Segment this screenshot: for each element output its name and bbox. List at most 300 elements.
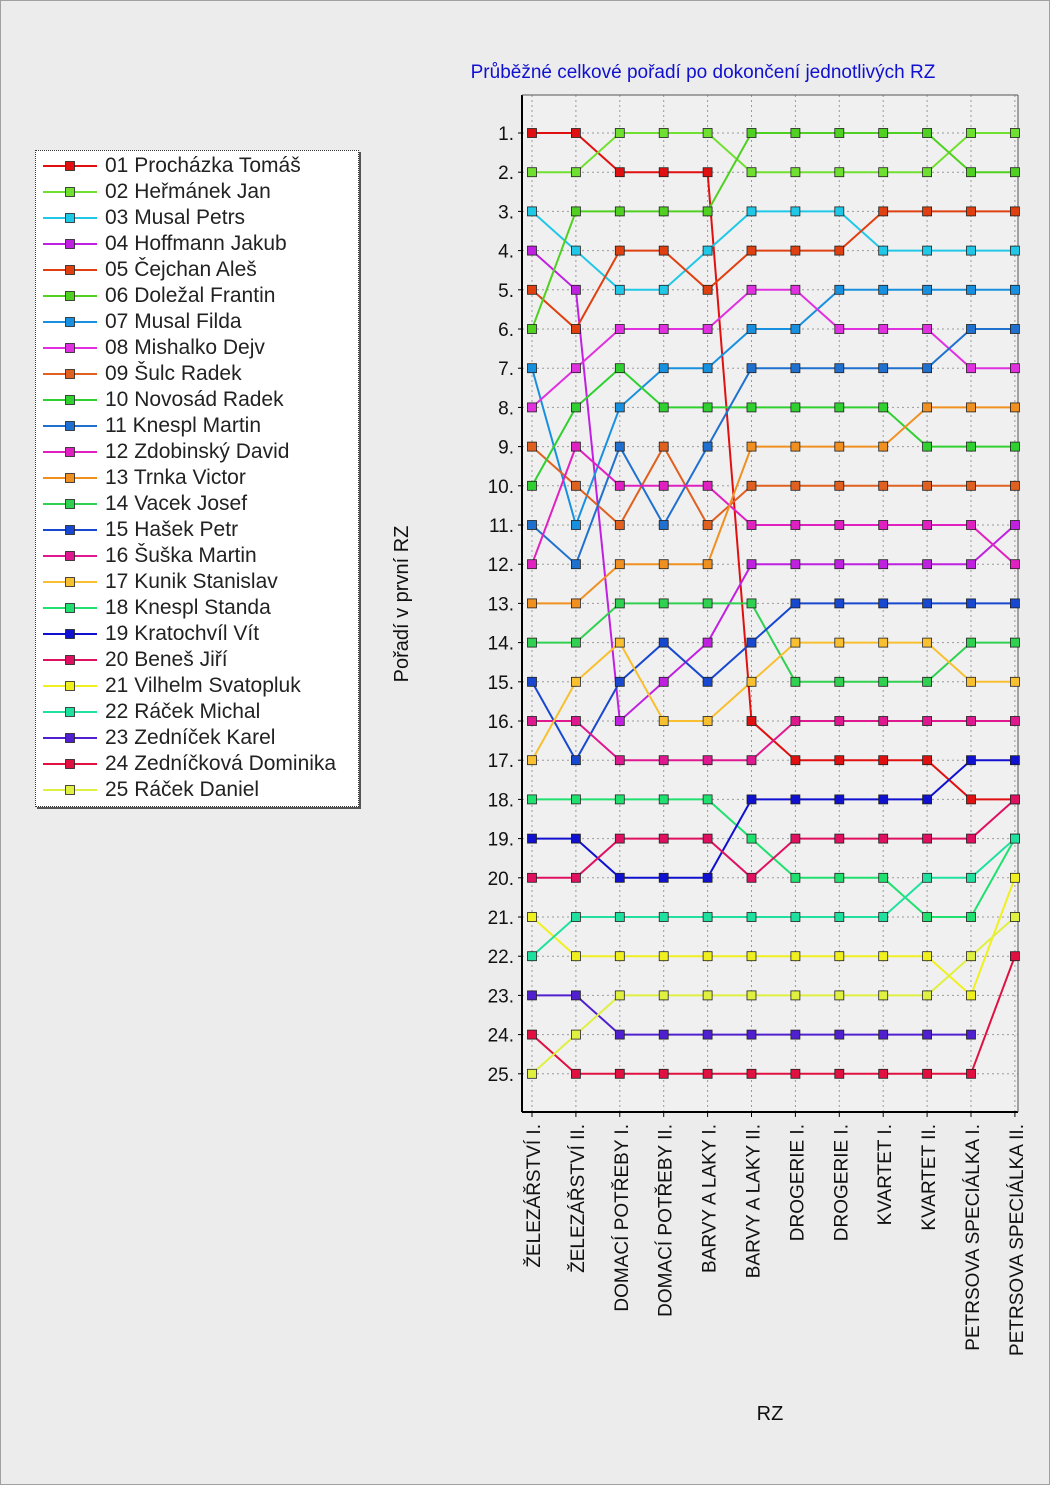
y-tick-label: 1.: [498, 124, 514, 145]
legend-swatch: [41, 209, 99, 227]
data-point: [1010, 756, 1019, 765]
data-point: [1010, 325, 1019, 334]
data-point: [659, 952, 668, 961]
y-tick-label: 15.: [487, 672, 514, 694]
data-point: [879, 677, 888, 686]
data-point: [835, 1030, 844, 1039]
data-point: [967, 246, 976, 255]
data-point: [747, 873, 756, 882]
legend-item: [41, 205, 359, 231]
data-point: [528, 481, 537, 490]
data-point: [615, 638, 624, 647]
data-point: [835, 638, 844, 647]
data-point: [571, 873, 580, 882]
legend-swatch-marker: [66, 786, 75, 795]
data-point: [615, 913, 624, 922]
legend-label: 05 Čejchan Aleš: [105, 258, 257, 281]
y-tick-label: 5.: [498, 280, 514, 302]
data-point: [747, 364, 756, 373]
data-point: [528, 913, 537, 922]
data-point: [571, 599, 580, 608]
legend-label: 13 Trnka Victor: [105, 466, 246, 489]
data-point: [791, 442, 800, 451]
data-point: [923, 129, 932, 138]
legend-swatch: [41, 313, 99, 331]
data-point: [1010, 403, 1019, 412]
data-point: [659, 677, 668, 686]
x-tick-label: DROGERIE I.: [831, 1124, 853, 1242]
legend-label: 14 Vacek Josef: [105, 492, 248, 515]
y-tick-label: 21.: [487, 908, 514, 929]
data-point: [747, 599, 756, 608]
legend-swatch: [41, 599, 99, 617]
data-point: [879, 168, 888, 177]
legend-swatch: [41, 417, 99, 435]
data-point: [703, 1069, 712, 1078]
data-point: [528, 1069, 537, 1078]
data-point: [791, 285, 800, 294]
data-point: [571, 717, 580, 726]
data-point: [835, 285, 844, 294]
legend-swatch: [41, 339, 99, 357]
data-point: [659, 638, 668, 647]
data-point: [703, 168, 712, 177]
data-point: [879, 442, 888, 451]
data-point: [1010, 795, 1019, 804]
data-point: [923, 756, 932, 765]
data-point: [967, 325, 976, 334]
data-point: [659, 717, 668, 726]
data-point: [615, 677, 624, 686]
data-point: [528, 246, 537, 255]
data-point: [967, 834, 976, 843]
data-point: [879, 364, 888, 373]
legend-swatch-marker: [66, 734, 75, 743]
legend-item: [41, 153, 359, 179]
data-point: [615, 168, 624, 177]
legend-swatch-marker: [66, 578, 75, 587]
legend-swatch-marker: [66, 448, 75, 457]
data-point: [967, 207, 976, 216]
data-point: [791, 325, 800, 334]
data-point: [571, 913, 580, 922]
data-point: [791, 364, 800, 373]
legend-swatch: [41, 677, 99, 695]
data-point: [1010, 599, 1019, 608]
data-point: [835, 834, 844, 843]
data-point: [659, 168, 668, 177]
data-point: [571, 952, 580, 961]
data-point: [659, 129, 668, 138]
legend-swatch-marker: [66, 500, 75, 509]
data-point: [835, 873, 844, 882]
data-point: [923, 1069, 932, 1078]
data-point: [879, 560, 888, 569]
data-point: [747, 325, 756, 334]
legend-item: [41, 517, 359, 543]
data-point: [835, 403, 844, 412]
data-point: [747, 129, 756, 138]
legend-swatch: [41, 547, 99, 565]
data-point: [703, 717, 712, 726]
x-tick-label: PETRSOVA SPECIÁLKA II.: [1006, 1124, 1028, 1356]
data-point: [835, 481, 844, 490]
legend-swatch-marker: [66, 422, 75, 431]
data-point: [615, 599, 624, 608]
x-axis-label: RZ: [756, 1403, 784, 1425]
data-point: [659, 285, 668, 294]
data-point: [879, 638, 888, 647]
data-point: [528, 129, 537, 138]
data-point: [791, 481, 800, 490]
data-point: [923, 1030, 932, 1039]
data-point: [835, 325, 844, 334]
y-tick-label: 25.: [487, 1064, 514, 1086]
legend-swatch: [41, 391, 99, 409]
data-point: [923, 991, 932, 1000]
data-point: [615, 403, 624, 412]
data-point: [528, 403, 537, 412]
data-point: [747, 834, 756, 843]
data-point: [615, 285, 624, 294]
data-point: [615, 1069, 624, 1078]
legend-item: [41, 673, 359, 699]
data-point: [747, 285, 756, 294]
data-point: [528, 717, 537, 726]
data-point: [703, 599, 712, 608]
data-point: [879, 521, 888, 530]
data-point: [615, 246, 624, 255]
data-point: [1010, 873, 1019, 882]
data-point: [703, 873, 712, 882]
data-point: [835, 207, 844, 216]
data-point: [528, 442, 537, 451]
x-tick-label: DROGERIE I.: [787, 1124, 809, 1242]
data-point: [571, 834, 580, 843]
data-point: [571, 129, 580, 138]
data-point: [923, 168, 932, 177]
data-point: [528, 364, 537, 373]
legend-item: [41, 335, 359, 361]
legend-item: [41, 595, 359, 621]
y-tick-label: 4.: [498, 241, 514, 263]
legend-label: 18 Knespl Standa: [105, 596, 271, 619]
data-point: [747, 521, 756, 530]
data-point: [1010, 364, 1019, 373]
data-point: [1010, 913, 1019, 922]
data-point: [791, 756, 800, 765]
data-point: [791, 403, 800, 412]
data-point: [923, 834, 932, 843]
data-point: [747, 168, 756, 177]
data-point: [923, 560, 932, 569]
data-point: [967, 756, 976, 765]
data-point: [571, 638, 580, 647]
data-point: [615, 129, 624, 138]
data-point: [923, 677, 932, 686]
data-point: [659, 599, 668, 608]
data-point: [923, 285, 932, 294]
data-point: [703, 403, 712, 412]
legend-item: [41, 725, 359, 751]
data-point: [571, 1030, 580, 1039]
legend-label: 25 Ráček Daniel: [105, 778, 260, 801]
data-point: [835, 560, 844, 569]
legend-label: 01 Procházka Tomáš: [105, 154, 301, 177]
data-point: [967, 168, 976, 177]
legend-swatch: [41, 287, 99, 305]
data-point: [747, 638, 756, 647]
data-point: [879, 599, 888, 608]
data-point: [615, 325, 624, 334]
legend-label: 20 Beneš Jiří: [105, 648, 228, 671]
data-point: [923, 442, 932, 451]
data-point: [571, 481, 580, 490]
legend-item: [41, 647, 359, 673]
data-point: [659, 481, 668, 490]
data-point: [703, 521, 712, 530]
data-point: [791, 207, 800, 216]
legend-swatch-marker: [66, 474, 75, 483]
data-point: [791, 795, 800, 804]
data-point: [659, 795, 668, 804]
data-point: [835, 677, 844, 686]
data-point: [1010, 717, 1019, 726]
legend-label: 12 Zdobinský David: [105, 440, 290, 463]
data-point: [879, 913, 888, 922]
data-point: [835, 991, 844, 1000]
legend-label: 11 Knespl Martin: [105, 414, 262, 437]
legend-label: 16 Šuška Martin: [105, 544, 257, 567]
data-point: [791, 521, 800, 530]
legend-item: [41, 361, 359, 387]
data-point: [703, 481, 712, 490]
y-tick-label: 11.: [488, 516, 514, 537]
legend-item: [41, 413, 359, 439]
data-point: [747, 795, 756, 804]
data-point: [615, 442, 624, 451]
data-point: [791, 952, 800, 961]
data-point: [835, 756, 844, 765]
x-tick-label: KVARTET I.: [875, 1124, 897, 1226]
data-point: [835, 795, 844, 804]
legend-swatch: [41, 365, 99, 383]
y-tick-label: 14.: [487, 633, 514, 655]
data-point: [615, 991, 624, 1000]
data-point: [571, 168, 580, 177]
legend-item: [41, 231, 359, 257]
data-point: [571, 521, 580, 530]
data-point: [659, 756, 668, 765]
legend-swatch: [41, 183, 99, 201]
data-point: [967, 991, 976, 1000]
data-point: [528, 560, 537, 569]
data-point: [615, 207, 624, 216]
data-point: [659, 1030, 668, 1039]
data-point: [571, 207, 580, 216]
legend-swatch-marker: [66, 526, 75, 535]
data-point: [659, 207, 668, 216]
data-point: [659, 1069, 668, 1078]
legend-swatch-marker: [66, 318, 75, 327]
data-point: [879, 795, 888, 804]
legend-item: [41, 569, 359, 595]
data-point: [747, 717, 756, 726]
y-tick-label: 17.: [487, 751, 514, 773]
legend-swatch: [41, 625, 99, 643]
data-point: [791, 1069, 800, 1078]
data-point: [703, 1030, 712, 1039]
legend-swatch-marker: [66, 214, 75, 223]
x-tick-label: DOMACÍ POTŘEBY II.: [655, 1124, 677, 1317]
data-point: [879, 834, 888, 843]
y-tick-label: 8.: [498, 398, 514, 420]
data-point: [835, 717, 844, 726]
data-point: [791, 873, 800, 882]
legend-label: 08 Mishalko Dejv: [105, 336, 265, 359]
data-point: [967, 1069, 976, 1078]
data-point: [528, 638, 537, 647]
data-point: [879, 207, 888, 216]
data-point: [659, 246, 668, 255]
data-point: [967, 677, 976, 686]
data-point: [659, 403, 668, 412]
y-tick-label: 10.: [487, 476, 514, 498]
data-point: [1010, 246, 1019, 255]
legend-swatch-marker: [66, 760, 75, 769]
legend-label: 17 Kunik Stanislav: [105, 570, 278, 593]
y-tick-label: 24.: [487, 1025, 514, 1047]
data-point: [923, 952, 932, 961]
data-point: [1010, 442, 1019, 451]
legend-swatch: [41, 781, 99, 799]
legend-label: 19 Kratochvíl Vít: [105, 622, 260, 645]
data-point: [923, 207, 932, 216]
legend-label: 15 Hašek Petr: [105, 518, 239, 541]
data-point: [879, 717, 888, 726]
data-point: [747, 756, 756, 765]
data-point: [703, 560, 712, 569]
data-point: [659, 442, 668, 451]
y-tick-label: 22.: [487, 947, 514, 969]
data-point: [528, 795, 537, 804]
data-point: [923, 717, 932, 726]
data-point: [791, 560, 800, 569]
legend-swatch-marker: [66, 162, 75, 171]
data-point: [703, 638, 712, 647]
legend-swatch: [41, 235, 99, 253]
y-tick-label: 23.: [487, 986, 514, 1008]
data-point: [659, 364, 668, 373]
data-point: [747, 991, 756, 1000]
data-point: [791, 599, 800, 608]
y-tick-label: 6.: [498, 320, 514, 341]
data-point: [571, 285, 580, 294]
data-point: [1010, 129, 1019, 138]
data-point: [747, 442, 756, 451]
x-tick-label: KVARTET II.: [919, 1124, 941, 1231]
data-point: [615, 873, 624, 882]
legend-item: [41, 283, 359, 309]
data-point: [528, 168, 537, 177]
data-point: [571, 756, 580, 765]
y-tick-label: 20.: [487, 868, 514, 890]
data-point: [747, 1030, 756, 1039]
data-point: [879, 991, 888, 1000]
y-tick-label: 12.: [487, 555, 514, 577]
data-point: [571, 795, 580, 804]
data-point: [1010, 521, 1019, 530]
data-point: [1010, 168, 1019, 177]
data-point: [791, 913, 800, 922]
data-point: [835, 952, 844, 961]
y-tick-label: 18.: [487, 790, 514, 812]
data-point: [791, 677, 800, 686]
legend-item: [41, 699, 359, 725]
data-point: [528, 873, 537, 882]
legend-label: 06 Doležal Frantin: [105, 284, 276, 307]
data-point: [879, 285, 888, 294]
data-point: [791, 129, 800, 138]
data-point: [659, 873, 668, 882]
data-point: [923, 599, 932, 608]
data-point: [528, 991, 537, 1000]
data-point: [571, 1069, 580, 1078]
data-point: [879, 325, 888, 334]
data-point: [571, 560, 580, 569]
legend-item: [41, 751, 359, 777]
data-point: [967, 521, 976, 530]
data-point: [659, 991, 668, 1000]
data-point: [703, 364, 712, 373]
data-point: [528, 599, 537, 608]
data-point: [659, 913, 668, 922]
data-point: [791, 991, 800, 1000]
legend-item: [41, 309, 359, 335]
data-point: [923, 481, 932, 490]
data-point: [703, 442, 712, 451]
data-point: [835, 246, 844, 255]
legend-swatch: [41, 443, 99, 461]
data-point: [615, 952, 624, 961]
data-point: [747, 560, 756, 569]
legend-swatch: [41, 755, 99, 773]
legend-item: [41, 621, 359, 647]
data-point: [747, 952, 756, 961]
data-point: [528, 952, 537, 961]
data-point: [791, 1030, 800, 1039]
legend-swatch-marker: [66, 344, 75, 353]
data-point: [967, 560, 976, 569]
data-point: [615, 834, 624, 843]
legend-swatch-marker: [66, 630, 75, 639]
data-point: [528, 285, 537, 294]
legend-swatch-marker: [66, 188, 75, 197]
data-point: [967, 717, 976, 726]
data-point: [528, 834, 537, 843]
data-point: [791, 246, 800, 255]
data-point: [703, 285, 712, 294]
legend-swatch-marker: [66, 292, 75, 301]
data-point: [747, 246, 756, 255]
legend-item: [41, 387, 359, 413]
legend-label: 07 Musal Filda: [105, 310, 242, 333]
data-point: [967, 913, 976, 922]
data-point: [571, 442, 580, 451]
data-point: [1010, 834, 1019, 843]
legend-swatch: [41, 703, 99, 721]
legend-label: 22 Ráček Michal: [105, 700, 261, 723]
